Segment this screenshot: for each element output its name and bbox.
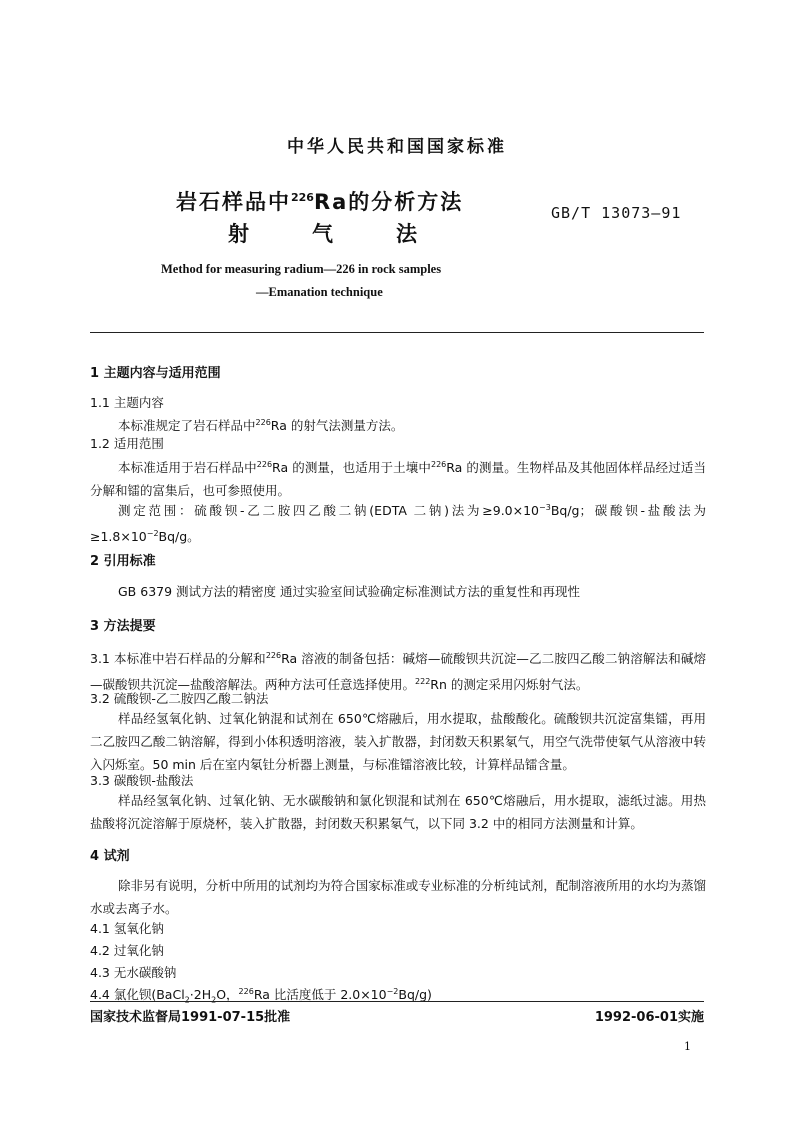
page-number: 1 [684,1040,691,1053]
list-item: 4.3 无水碳酸钠 [90,965,177,980]
document-subtitle [228,218,480,248]
standard-code: GB/T 13073—91 [551,204,682,222]
subsection-heading: 3.2 硫酸钡-乙二胺四乙酸二钠法 [90,691,269,706]
section-heading: 3 方法提要 [90,619,156,634]
section-heading: 1 主题内容与适用范围 [90,366,221,381]
paragraph: 样品经氢氧化钠、过氧化钠混和试剂在 650℃熔融后，用水提取，盐酸酸化。硫酸钡共沉淀富集镭，再用二乙胺四乙酸二钠溶解，得到小体积透明溶液，装入扩散器，封闭数天积累氡气，用空气洗带使氡气从溶液中转入闪烁室。50 min 后在室内氡钍分析器上测量，与标准镭溶液比较，计算样品镭含量。 [90,711,706,772]
subtitle-char: 法 [396,222,417,246]
section-heading: 4 试剂 [90,849,130,864]
title-part: Ra的分析方法 [313,190,464,214]
paragraph: 测定范围：硫酸钡-乙二胺四乙酸二钠(EDTA 二钠)法为$\ge 9.0\times 10^{-3}Bq/g$；碳酸钡-盐酸法为$\ge 1.8\times 10^{-2}Bq/g$。 [90,503,706,545]
paragraph: GB 6379 测试方法的精密度 通过实验室间试验确定标准测试方法的重复性和再现性 [118,584,580,599]
subsection-heading: 1.1 主题内容 [90,395,164,410]
subtitle-char: 射 [228,222,249,246]
subtitle-char: 气 [312,222,333,246]
paragraph: 样品经氢氧化钠、过氧化钠、无水碳酸钠和氯化钡混和试剂在 650℃熔融后，用水提取，滤纸过滤。用热盐酸将沉淀溶解于原烧杯，装入扩散器，封闭数天积累氡气，以下同 3.2 中的相同方法测量和计算。 [90,793,706,831]
approval-date: 国家技术监督局1991-07-15批准 [90,1010,291,1025]
national-standard-heading: 中华人民共和国国家标准 [287,137,507,157]
effective-date: 1992-06-01实施 [594,1010,704,1025]
subsection-heading: 3.3 碳酸钡-盐酸法 [90,773,194,788]
list-item: 4.1 氢氧化钠 [90,921,164,936]
header-divider [90,332,704,333]
paragraph: 3.1 本标准中岩石样品的分解和$^{226}$Ra 溶液的制备包括：碱熔—硫酸钡共沉淀—乙二胺四乙酸二钠溶解法和碱熔—碳酸钡共沉淀—盐酸溶解法。两种方法可任意选择使用。$^{222}$Rn 的测定采用闪烁射气法。 [90,651,706,693]
section-heading: 2 引用标准 [90,554,156,569]
list-item: 4.4 氯化钡($BaCl_2\cdot 2H_2O$，$^{226}$Ra 比活度低于 $2.0\times 10^{-2}Bq/g$) [90,986,432,1005]
paragraph: 本标准规定了岩石样品中$^{226}$Ra 的射气法测量方法。 [118,418,404,434]
english-subtitle: —Emanation technique [256,285,383,299]
english-title: Method for measuring radium—226 in rock samples [161,262,442,276]
document-title [176,186,463,216]
title-part: 岩石样品中 [176,190,291,214]
paragraph: 本标准适用于岩石样品中$^{226}$Ra 的测量，也适用于土壤中$^{226}$Ra 的测量。生物样品及其他固体样品经过适当分解和镭的富集后，也可参照使用。 [90,460,706,499]
paragraph: 除非另有说明，分析中所用的试剂均为符合国家标准或专业标准的分析纯试剂，配制溶液所用的水均为蒸馏水或去离子水。 [90,878,706,916]
subsection-heading: 1.2 适用范围 [90,436,164,451]
footer-divider [90,1001,704,1002]
title-isotope: 226 [291,191,314,204]
list-item: 4.2 过氧化钠 [90,943,164,958]
